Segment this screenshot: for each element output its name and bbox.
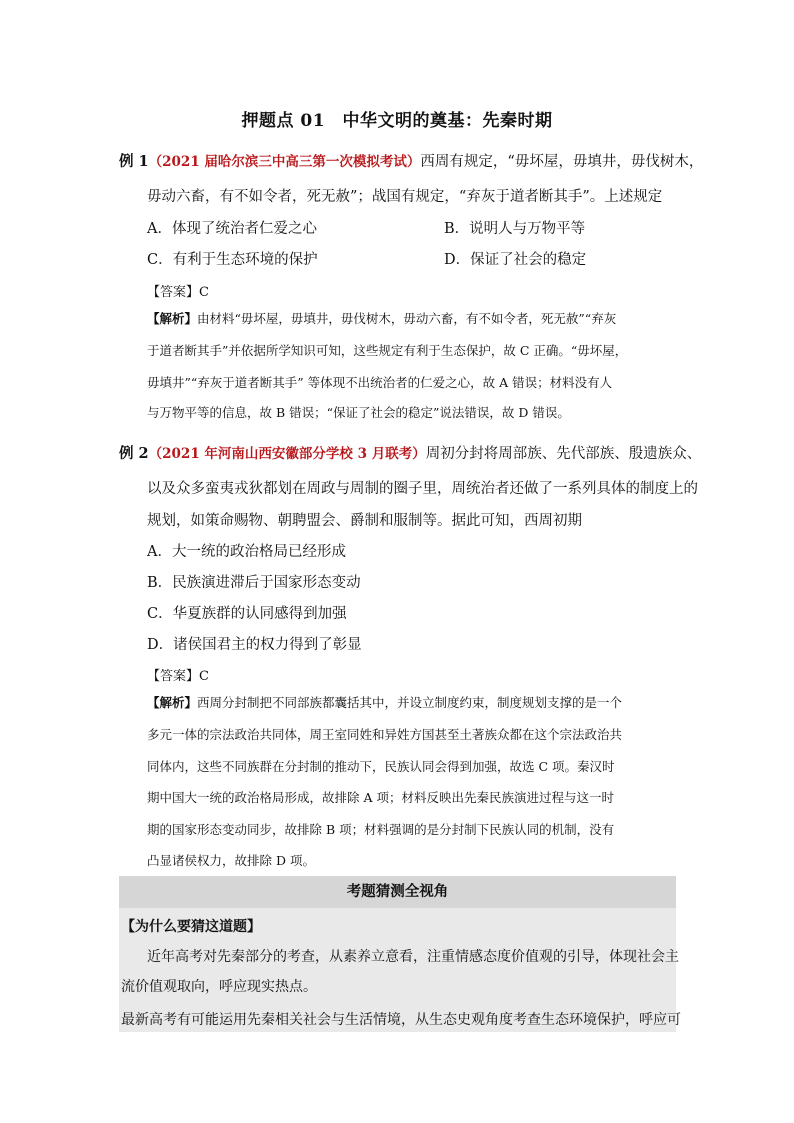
example-1-explanation-line-4: 与万物平等的信息，故 B 错误；“保证了社会的稳定”说法错误，故 D 错误。 xyxy=(147,405,570,420)
example-1-source: （2021 届哈尔滨三中高三第一次模拟考试） xyxy=(148,154,421,170)
example-1-answer: 【答案】C xyxy=(147,285,209,300)
example-1-explanation-line-1 xyxy=(147,313,616,326)
example-1-label: 例 1 xyxy=(119,153,149,170)
example-2-answer: 【答案】C xyxy=(147,669,209,684)
example-2-option-d: D．诸侯国君主的权力得到了彰显 xyxy=(147,637,362,653)
example-2-explanation-line-3: 同体内，这些不同族群在分封制的推动下，民族认同会得到加强，故选 C 项。秦汉时 xyxy=(147,759,615,774)
example-2-stem-text-1: 周初分封将周部族、先代部族、殷遗族众、 xyxy=(425,446,702,462)
page-title: 押题点 01 中华文明的奠基：先秦时期 xyxy=(241,111,553,131)
example-1-option-a: A．体现了统治者仁爱之心 xyxy=(147,221,317,237)
example-1-stem-line-2: 毋动六畜，有不如令者，死无赦”；战国有规定，“弃灰于道者断其手”。上述规定 xyxy=(147,189,663,205)
example-2-option-c: C．华夏族群的认同感得到加强 xyxy=(147,606,347,622)
example-1-explanation-line-2: 于道者断其手”并依据所学知识可知，这些规定有利于生态保护，故 C 正确。“毋坏屋， xyxy=(147,343,628,358)
why-guess-label: 【为什么要猜这道题】 xyxy=(121,919,261,935)
example-1-stem-text-1: 西周有规定，“毋坏屋，毋填井，毋伐树木， xyxy=(420,154,704,170)
example-2-explanation-line-5: 期的国家形态变动同步，故排除 B 项；材料强调的是分封制下民族认同的机制，没有 xyxy=(147,822,615,837)
example-2-explanation-text-1: 西周分封制把不同部族都囊括其中，并设立制度约束，制度规划支撑的是一个 xyxy=(197,695,623,710)
example-1-stem-line-1 xyxy=(119,150,703,171)
example-2-stem-line-3: 规划，如策命赐物、朝聘盟会、爵制和服制等。据此可知，西周初期 xyxy=(147,513,582,529)
example-1-option-d: D．保证了社会的稳定 xyxy=(444,252,587,268)
example-1-option-c: C．有利于生态环境的保护 xyxy=(147,252,318,268)
example-2-label: 例 2 xyxy=(119,445,149,462)
example-2-explanation-line-2: 多元一体的宗法政治共同体，周王室同姓和异姓方国甚至土著族众都在这个宗法政治共 xyxy=(147,727,623,742)
example-2-option-a: A．大一统的政治格局已经形成 xyxy=(147,544,346,560)
example-1-option-b: B．说明人与万物平等 xyxy=(444,221,586,237)
example-1-explanation-text-1: 由材料“毋坏屋，毋填井，毋伐树木，毋动六畜，有不如令者，死无赦”“弃灰 xyxy=(197,311,617,326)
example-2-explanation-line-6: 凸显诸侯权力，故排除 D 项。 xyxy=(147,853,315,868)
guess-paragraph-2-line-1: 最新高考有可能运用先秦相关社会与生活情境，从生态史观角度考查生态环境保护，呼应可 xyxy=(121,1012,681,1028)
example-2-source: （2021 年河南山西安徽部分学校 3 月联考） xyxy=(148,446,426,462)
guess-section-header: 考题猜测全视角 xyxy=(119,876,676,908)
guess-paragraph-1-line-2: 流价值观取向，呼应现实热点。 xyxy=(121,979,317,995)
example-2-explanation-line-4: 期中国大一统的政治格局形成，故排除 A 项；材料反映出先秦民族演进过程与这一时 xyxy=(147,790,614,805)
example-1-explanation-label: 【解析】 xyxy=(147,311,198,326)
example-1-explanation-line-3: 毋填井”“弃灰于道者断其手” 等体现不出统治者的仁爱之心，故 A 错误；材料没有人 xyxy=(147,375,613,390)
example-2-explanation-label: 【解析】 xyxy=(147,695,198,710)
example-2-stem-line-2: 以及众多蛮夷戎狄都划在周政与周制的圈子里，周统治者还做了一系列具体的制度上的 xyxy=(147,481,698,497)
example-2-explanation-line-1 xyxy=(147,697,622,710)
example-2-stem-line-1 xyxy=(119,442,701,463)
example-2-option-b: B．民族演进滞后于国家形态变动 xyxy=(147,575,361,591)
guess-paragraph-1-line-1: 近年高考对先秦部分的考查，从素养立意看，注重情感态度价值观的引导，体现社会主 xyxy=(147,949,679,965)
